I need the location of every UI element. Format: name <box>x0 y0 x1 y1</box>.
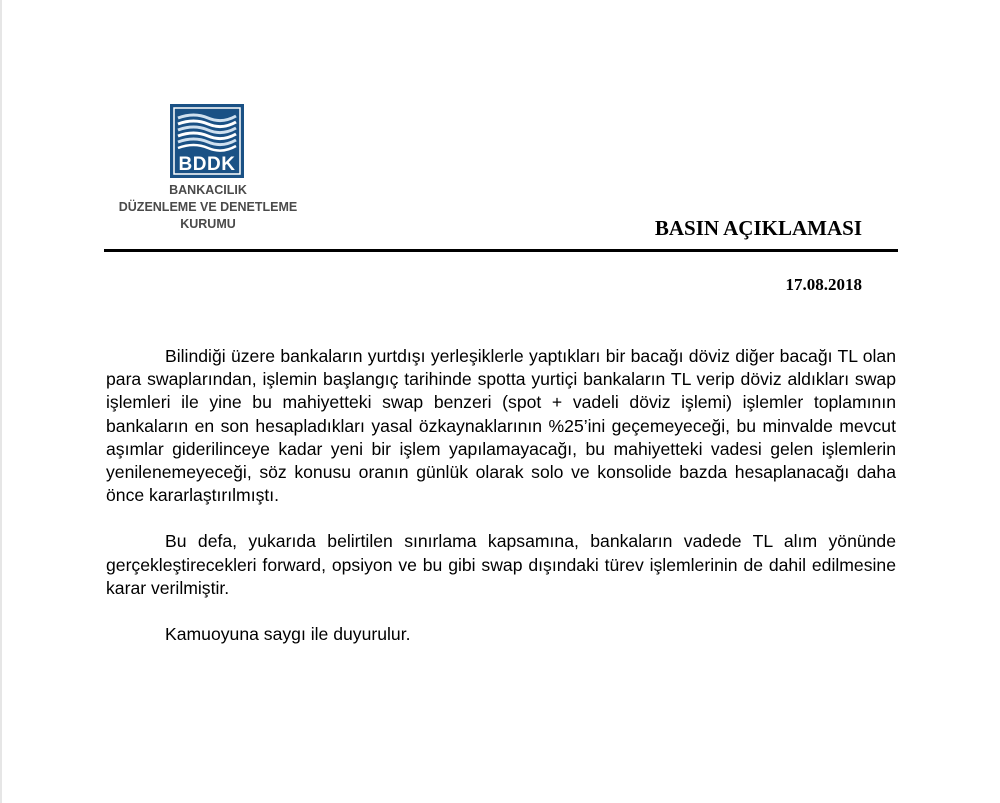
logo-abbreviation: BDDK <box>178 154 236 175</box>
document-title: BASIN AÇIKLAMASI <box>654 216 862 240</box>
paragraph-2: Bu defa, yukarıda belirtilen sınırlama kapsamına, bankaların vadede TL alım yönünde gerçekleştirecekleri forward, opsiyon ve bu gibi swap dışındaki türev işlemlerinin de dahil edilmesine karar verilmiştir. <box>106 531 896 598</box>
closing-line: Kamuoyuna saygı ile duyurulur. <box>165 624 411 645</box>
page-edge <box>0 0 2 803</box>
document-date: 17.08.2018 <box>785 275 862 294</box>
logo-text <box>118 182 298 233</box>
document-body <box>106 345 896 646</box>
paragraph-1: Bilindiği üzere bankaların yurtdışı yerleşiklerle yaptıkları bir bacağı döviz diğer bacağı TL olan para swaplarından, işlemin başlangıç tarihinde spotta yurtiçi bankaların TL verip döviz aldıkları swap işlemleri ile yine bu mahiyetteki swap benzeri (spot + vadeli döviz işlemi) işlemler toplamının bankaların en son hesapladıkları yasal özkaynaklarının %25’ini geçemeyeceği, bu minvalde mevcut aşımlar giderilinceye kadar yeni bir işlem yapılamayacağı, bu mahiyetteki vadesi gelen işlemlerin yenilenemeyeceği, söz konusu oranın günlük olarak solo ve konsolide bazda hesaplanacağı daha önce kararlaştırılmıştı. <box>106 346 896 506</box>
header-rule <box>104 249 898 252</box>
logo-line-2: DÜZENLEME VE DENETLEME <box>118 200 298 214</box>
logo-emblem <box>170 104 244 178</box>
logo-line-3: KURUMU <box>180 217 236 231</box>
logo-line-1: BANKACILIK <box>169 183 247 197</box>
